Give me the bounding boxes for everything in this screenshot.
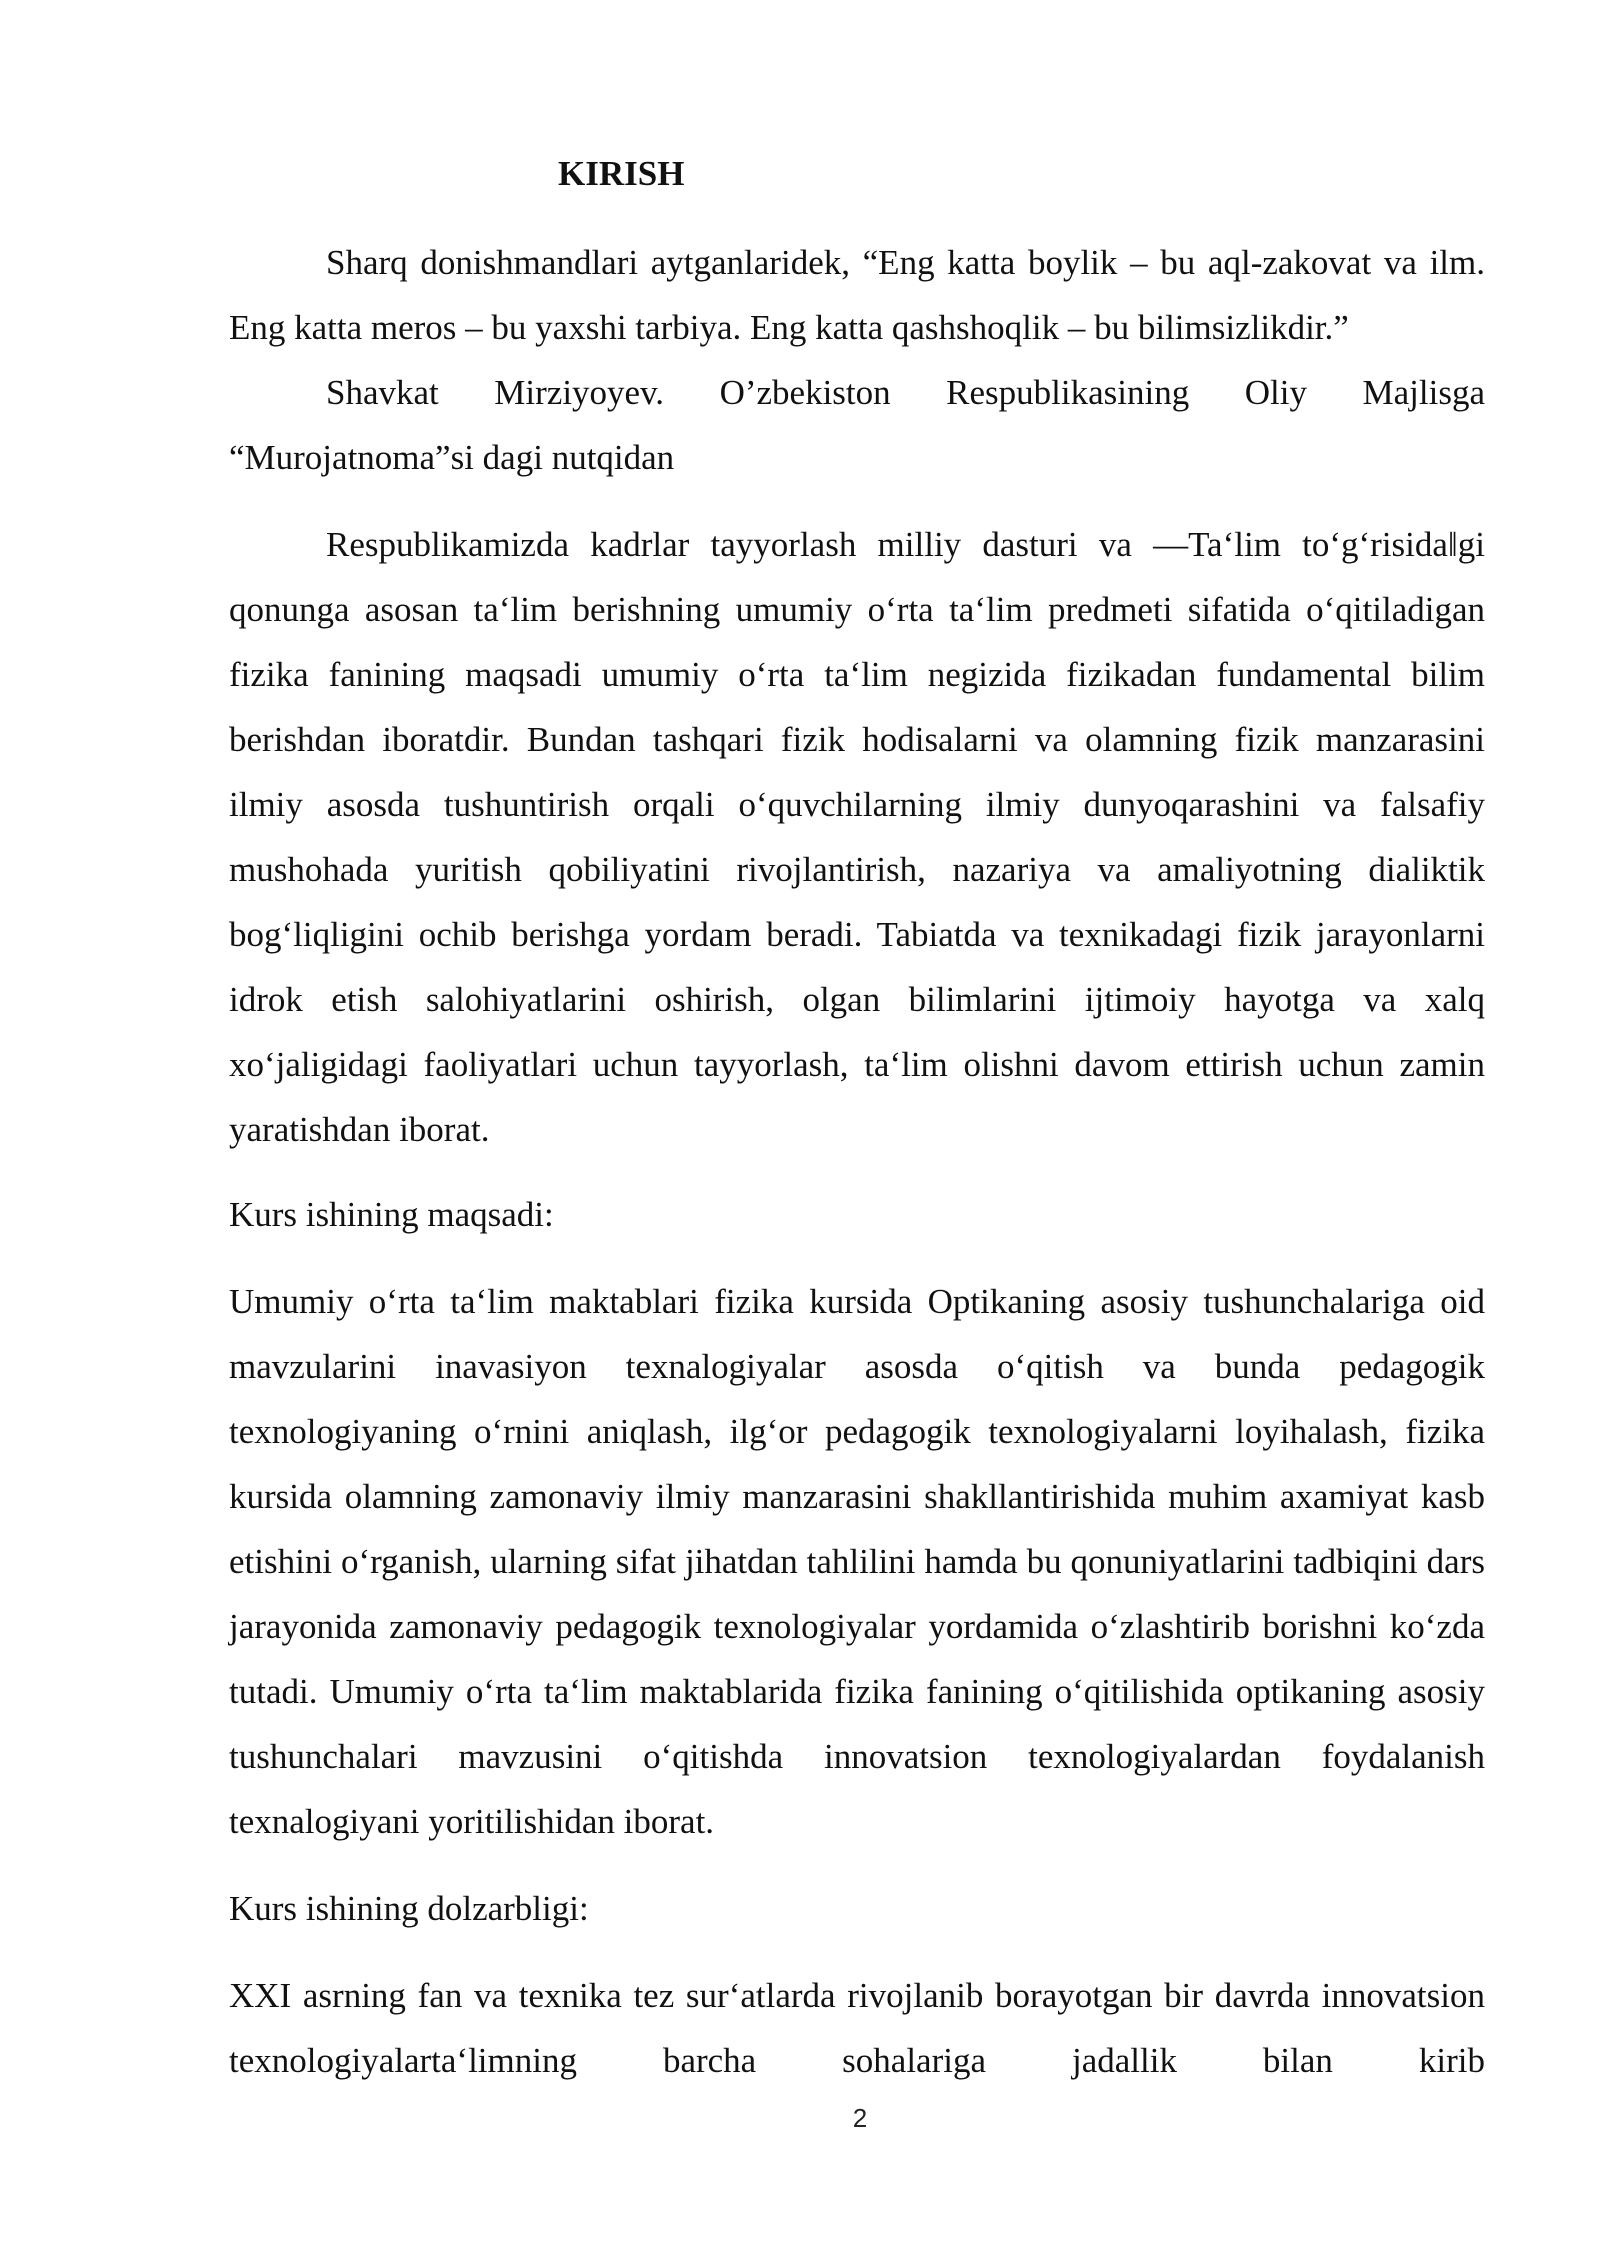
relevance-paragraph: XXI asrning fan va texnika tez sur‘atlarda rivojlanib borayotgan bir davrda innovatsion texnologiyalarta‘limning barcha sohalariga jadallik bilan kirib xyxy=(229,1976,1485,2080)
intro-paragraph: Respublikamizda kadrlar tayyorlash milliy dasturi va ―Ta‘lim to‘g‘risida‖gi qonunga asosan ta‘lim berishning umumiy o‘rta ta‘lim predmeti sifatida o‘qitiladigan fizika fanining maqsadi umumiy o‘rta ta‘lim negizida fizikadan fundamental bilim berishdan iboratdir. Bundan tashqari fizik hodisalarni va olamning fizik manzarasini ilmiy asosda tushuntirish orqali o‘quvchilarning ilmiy dunyoqarashini va falsafiy mushohada yuritish qobiliyatini rivojlantirish, nazariya va amaliyotning dialiktik bog‘liqligini ochib berishga yordam beradi. Tabiatda va texnikadagi fizik jarayonlarni idrok etish salohiyatlarini oshirish, olgan bilimlarini ijtimoiy hayotga va xalq xo‘jaligidagi faoliyatlari uchun tayyorlash, ta‘lim olishni davom ettirish uchun zamin yaratishdan iborat. xyxy=(229,525,1485,1149)
epigraph-quote: Sharq donishmandlari aytganlaridek, “Eng katta boylik – bu aql-zakovat va ilm. Eng katta meros – bu yaxshi tarbiya. Eng katta qashshoqlik – bu bilimsizlikdir.” xyxy=(229,243,1485,347)
goal-heading: Kurs ishining maqsadi: xyxy=(229,1195,554,1234)
epigraph-source: “Murojatnoma”si dagi nutqidan xyxy=(229,438,675,477)
relevance-heading: Kurs ishining dolzarbligi: xyxy=(229,1889,589,1928)
page-number: 2 xyxy=(852,2103,868,2133)
epigraph-attribution: Shavkat Mirziyoyev. O’zbekiston Respublikasining Oliy Majlisga xyxy=(326,373,1485,412)
section-heading: KIRISH xyxy=(558,154,685,193)
goal-paragraph: Umumiy o‘rta ta‘lim maktablari fizika kursida Optikaning asosiy tushunchalariga oid mavzularini inavasiyon texnalogiyalar asosda o‘qitish va bunda pedagogik texnologiyaning o‘rnini aniqlash, ilg‘or pedagogik texnologiyalarni loyihalash, fizika kursida olamning zamonaviy ilmiy manzarasini shakllantirishida muhim axamiyat kasb etishini o‘rganish, ularning sifat jihatdan tahlilini hamda bu qonuniyatlarini tadbiqini dars jarayonida zamonaviy pedagogik texnologiyalar yordamida o‘zlashtirib borishni ko‘zda tutadi. Umumiy o‘rta ta‘lim maktablarida fizika fanining o‘qitilishida optikaning asosiy tushunchalari mavzusini o‘qitishda innovatsion texnologiyalardan foydalanish texnalogiyani yoritilishidan iborat. xyxy=(229,1282,1485,1841)
